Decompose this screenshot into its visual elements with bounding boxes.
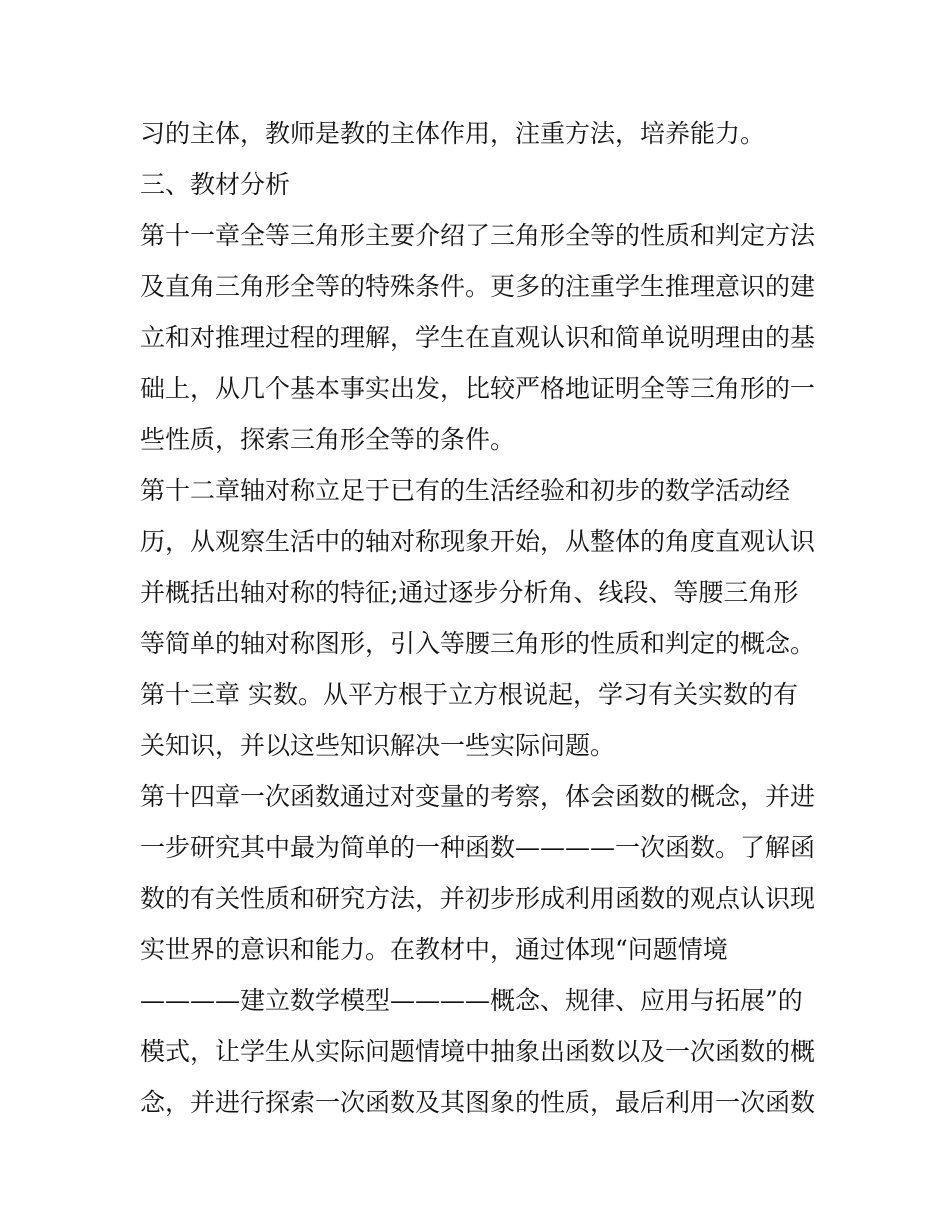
text-line: 关知识，并以这些知识解决一些实际问题。 <box>140 731 616 760</box>
text-line: 些性质，探索三角形全等的条件。 <box>140 425 516 454</box>
text-line: 第十二章轴对称立足于已有的生活经验和初步的数学活动经 <box>140 476 791 505</box>
text-line: 模式，让学生从实际问题情境中抽象出函数以及一次函数的概 <box>140 1037 816 1066</box>
text-line: 一步研究其中最为简单的一种函数————一次函数。了解函 <box>140 833 816 862</box>
text-line: 第十四章一次函数通过对变量的考察，体会函数的概念，并进 <box>140 782 816 811</box>
section-heading: 三、教材分析 <box>140 170 291 199</box>
text-line: 念，并进行探索一次函数及其图象的性质，最后利用一次函数 <box>140 1088 816 1117</box>
text-line: ————建立数学模型————概念、规律、应用与拓展”的 <box>140 986 803 1015</box>
text-line: 习的主体，教师是教的主体作用，注重方法，培养能力。 <box>140 119 766 148</box>
text-line: 及直角三角形全等的特殊条件。更多的注重学生推理意识的建 <box>140 272 816 301</box>
text-line: 实世界的意识和能力。在教材中，通过体现“问题情境 <box>140 935 728 964</box>
text-line: 数的有关性质和研究方法，并初步形成利用函数的观点认识现 <box>140 884 816 913</box>
text-line: 立和对推理过程的理解，学生在直观认识和简单说明理由的基 <box>140 323 816 352</box>
text-line: 础上，从几个基本事实出发，比较严格地证明全等三角形的一 <box>140 374 816 403</box>
text-line: 并概括出轴对称的特征;通过逐步分析角、线段、等腰三角形 <box>140 578 799 607</box>
text-line: 第十三章 实数。从平方根于立方根说起，学习有关实数的有 <box>140 680 798 709</box>
text-line: 等简单的轴对称图形，引入等腰三角形的性质和判定的概念。 <box>140 629 816 658</box>
text-line: 第十一章全等三角形主要介绍了三角形全等的性质和判定方法 <box>140 221 816 250</box>
document-body <box>140 108 820 1128</box>
text-line: 历，从观察生活中的轴对称现象开始，从整体的角度直观认识 <box>140 527 816 556</box>
